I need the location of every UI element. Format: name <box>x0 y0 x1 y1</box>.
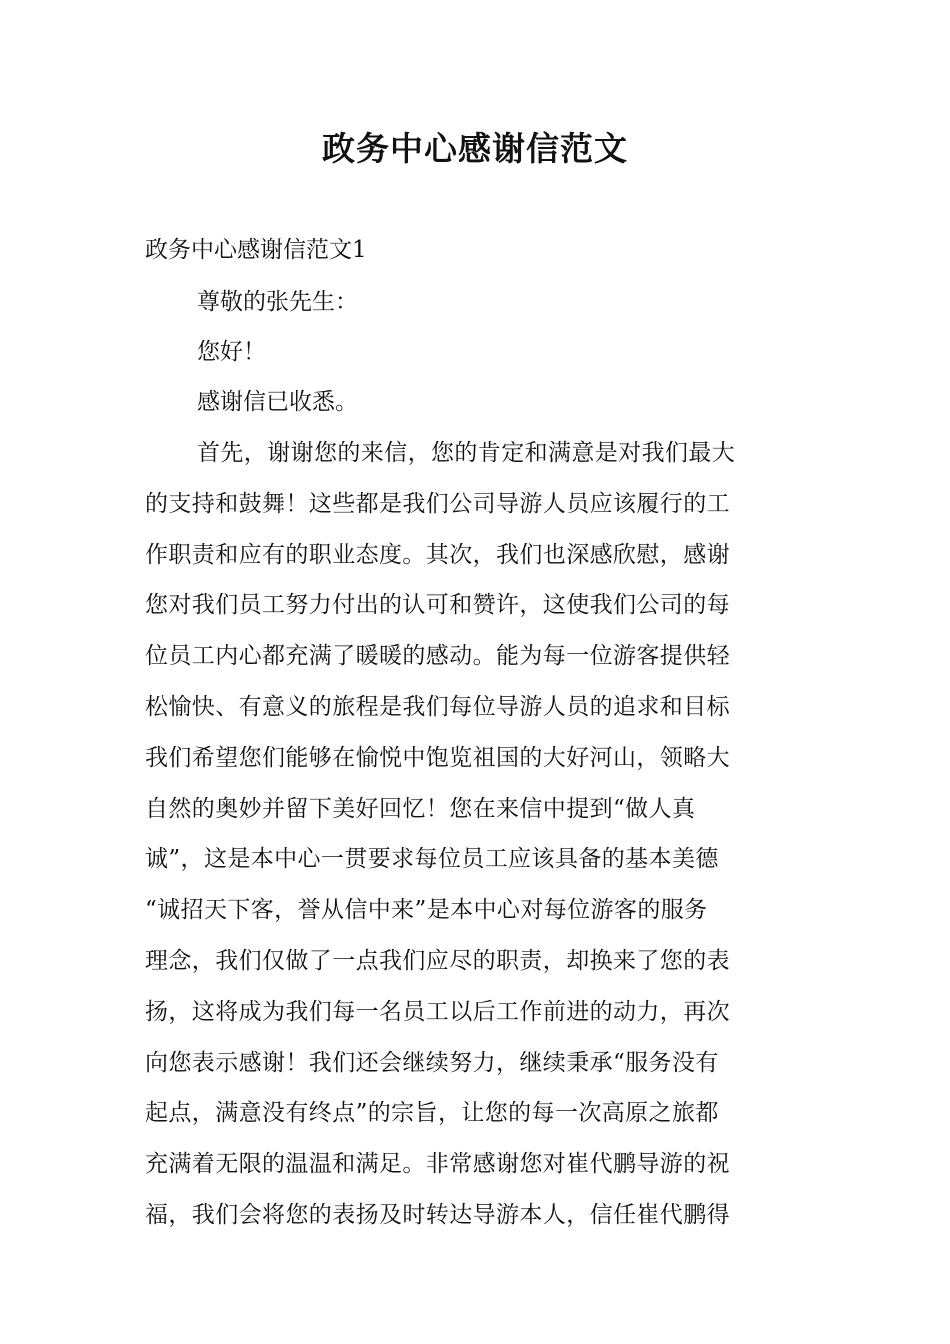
hello-line: 您好！ <box>197 339 266 365</box>
body-line: 作职责和应有的职业态度。其次，我们也深感欣慰，感谢 <box>145 541 730 568</box>
body-line: 诚”，这是本中心一贯要求每位员工应该具备的基本美德 <box>145 846 719 873</box>
document-title: 政务中心感谢信范文 <box>322 129 628 168</box>
body-line: 我们希望您们能够在愉悦中饱览祖国的大好河山，领略大 <box>145 744 730 771</box>
body-line: 自然的奥妙并留下美好回忆！您在来信中提到“做人真 <box>145 795 696 822</box>
body-line: 充满着无限的温温和满足。非常感谢您对崔代鹏导游的祝 <box>145 1151 730 1178</box>
body-line: 福，我们会将您的表扬及时转达导游本人，信任崔代鹏得 <box>145 1201 730 1228</box>
section-heading: 政务中心感谢信范文1 <box>145 237 367 263</box>
letter-body <box>145 428 805 1241</box>
body-line: 您对我们员工努力付出的认可和赞许，这使我们公司的每 <box>145 592 730 619</box>
body-line: 首先，谢谢您的来信，您的肯定和满意是对我们最大 <box>197 440 736 466</box>
body-line: “诚招天下客，誉从信中来”是本中心对每位游客的服务 <box>145 897 708 924</box>
body-line: 理念，我们仅做了一点我们应尽的职责，却换来了您的表 <box>145 947 730 974</box>
body-line: 向您表示感谢！我们还会继续努力，继续秉承“服务没有 <box>145 1049 719 1076</box>
body-line: 起点，满意没有终点”的宗旨，让您的每一次高原之旅都 <box>145 1100 719 1127</box>
salutation: 尊敬的张先生： <box>197 289 358 315</box>
body-line: 位员工内心都充满了暖暖的感动。能为每一位游客提供轻 <box>145 643 730 670</box>
received-line: 感谢信已收悉。 <box>197 389 358 415</box>
body-line: 的支持和鼓舞！这些都是我们公司导游人员应该履行的工 <box>145 490 730 517</box>
body-line: 扬，这将成为我们每一名员工以后工作前进的动力，再次 <box>145 998 730 1025</box>
body-line: 松愉快、有意义的旅程是我们每位导游人员的追求和目标 <box>145 693 730 720</box>
